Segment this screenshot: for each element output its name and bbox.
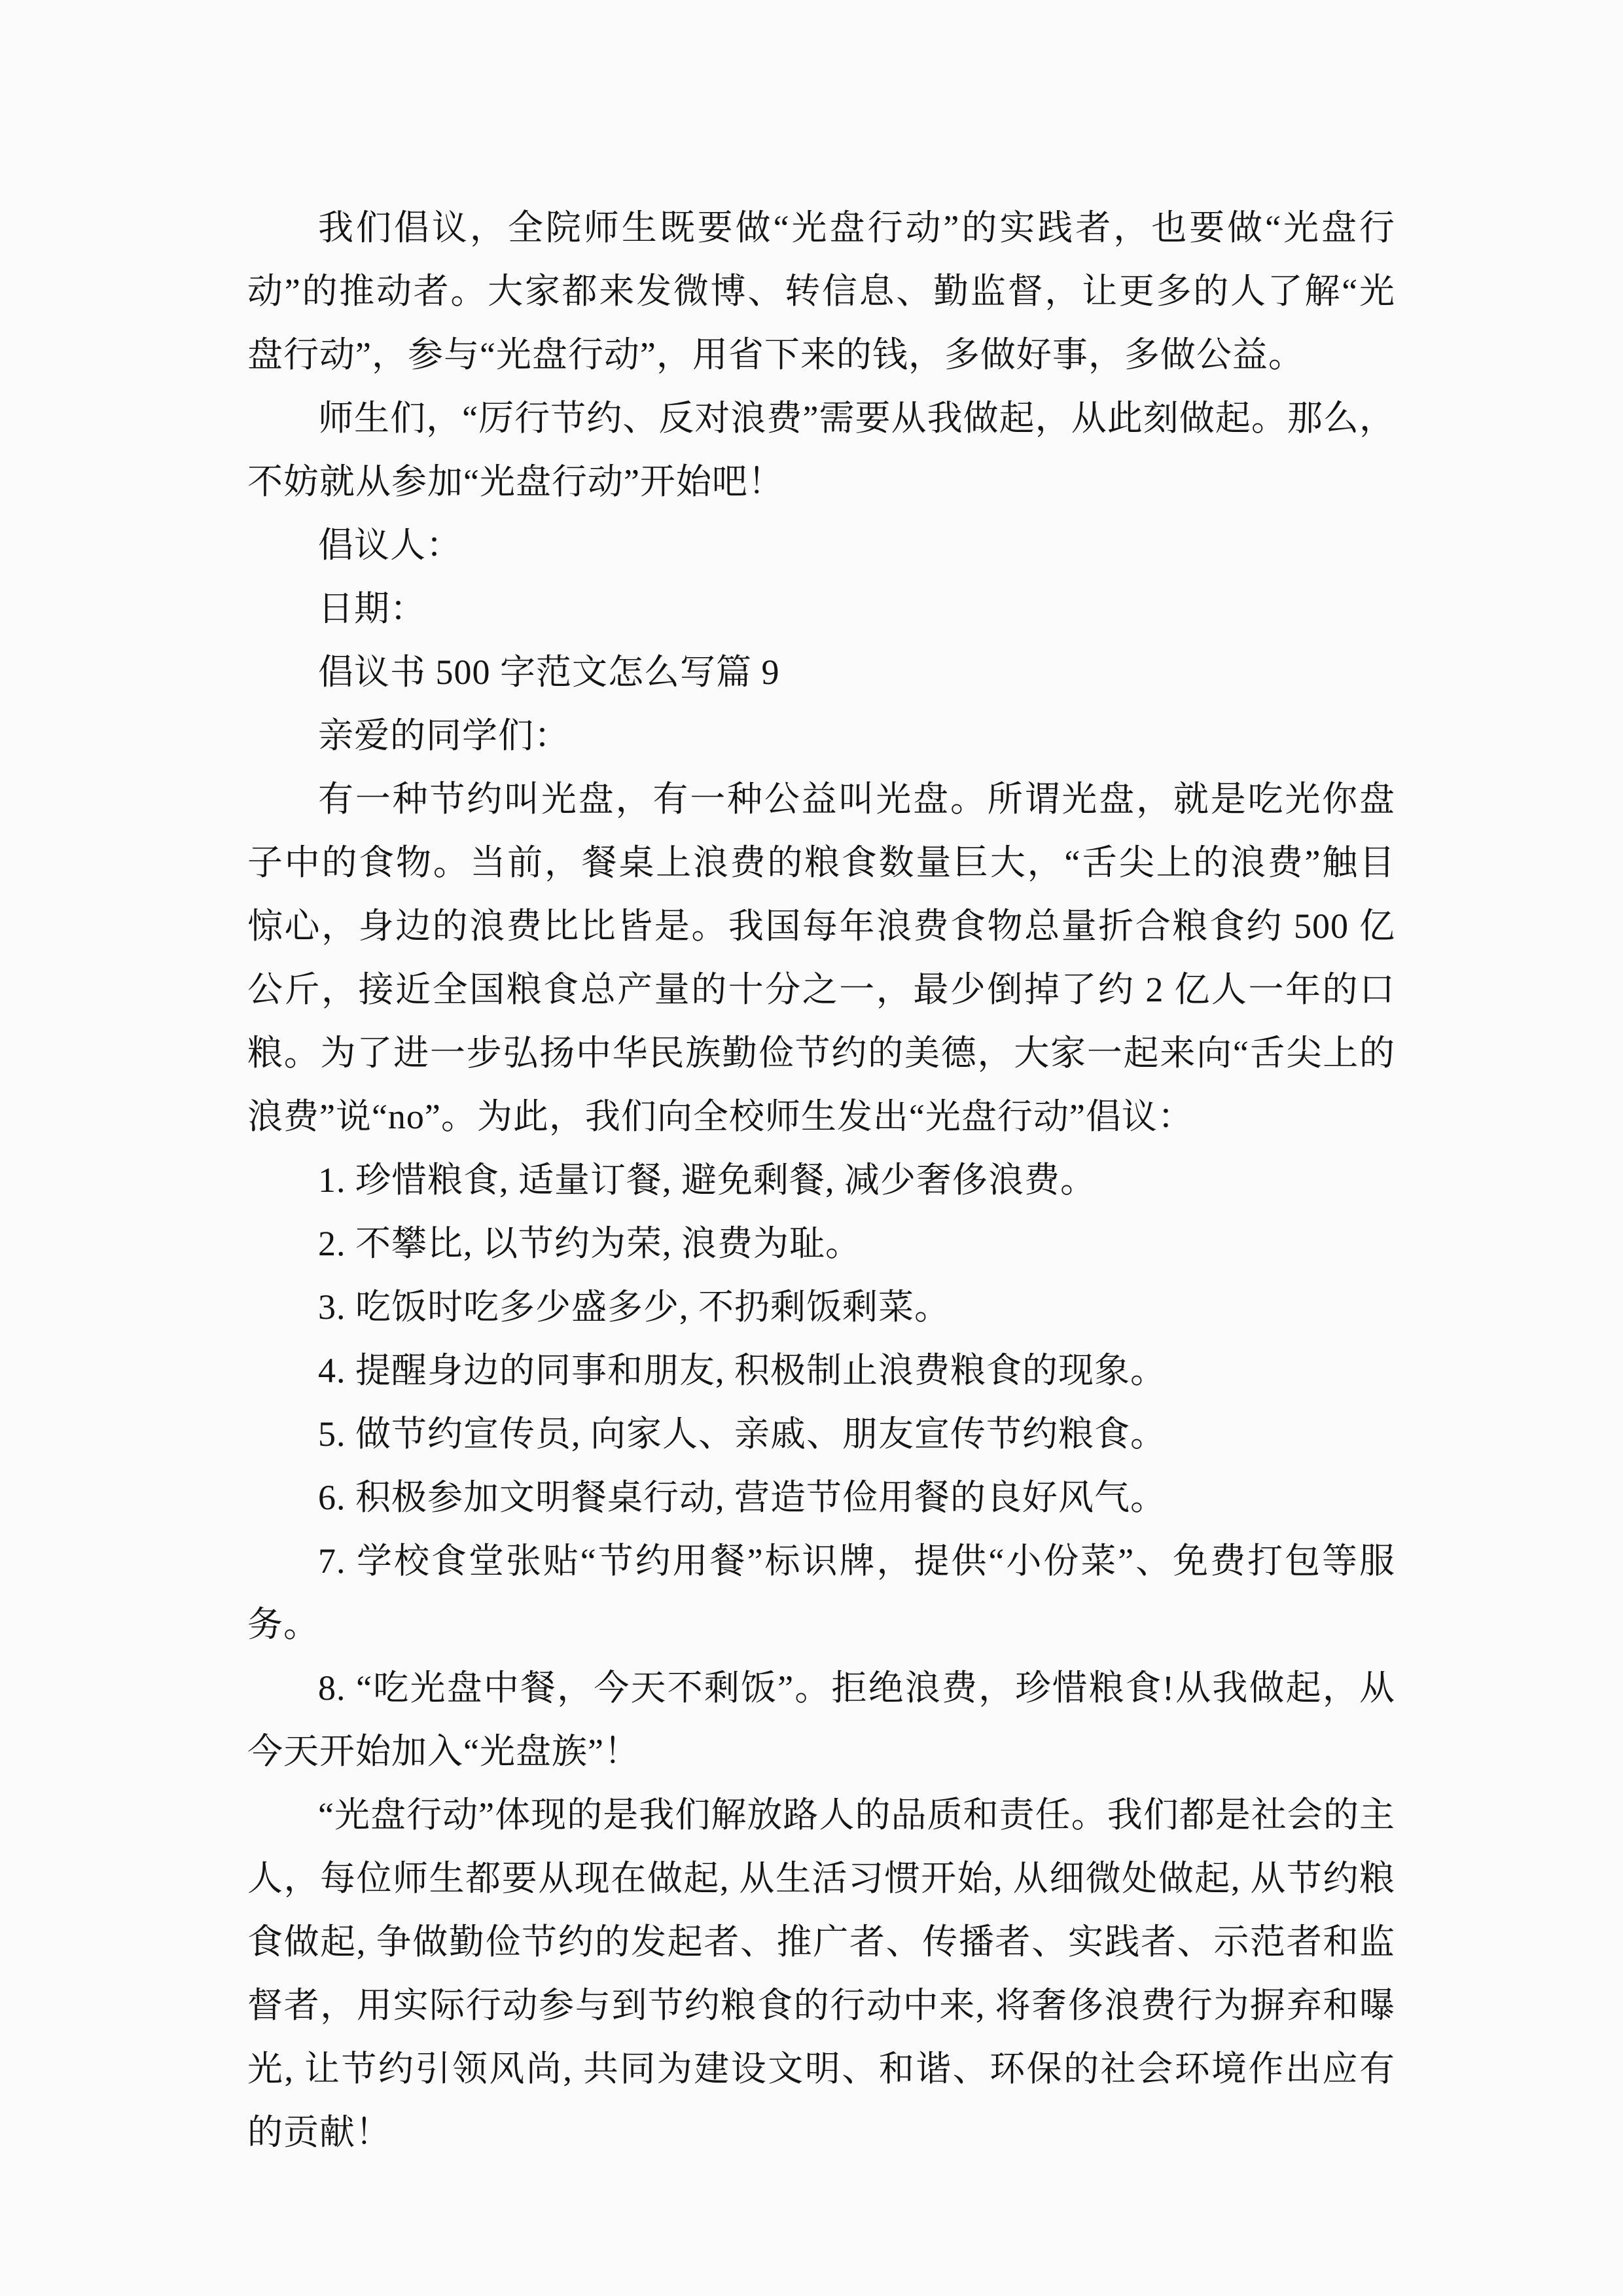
paragraph-closing: “光盘行动”体现的是我们解放路人的品质和责任。我们都是社会的主人，每位师生都要从现在做起, 从生活习惯开始, 从细微处做起, 从节约粮食做起, 争做勤俭节约的发起者、推广者、传播者、实践者、示范者和监督者，用实际行动参与到节约粮食的行动中来, 将奢侈浪费行为摒弃和曝光, 让节约引领风尚, 共同为建设文明、和谐、环保的社会环境作出应有的贡献！ xyxy=(247,1795,1395,2152)
signature-proposer-label: 倡议人： xyxy=(318,526,462,565)
section-title-part9: 倡议书 500 字范文怎么写篇 9 xyxy=(318,653,780,692)
document-text-block xyxy=(247,196,1395,2164)
list-item-4: 4. 提醒身边的同事和朋友, 积极制止浪费粮食的现象。 xyxy=(318,1351,1166,1390)
paragraph-petition-roles: 我们倡议，全院师生既要做“光盘行动”的实践者，也要做“光盘行动”的推动者。大家都来发微博、转信息、勤监督，让更多的人了解“光盘行动”，参与“光盘行动”，用省下来的钱，多做好事，多做公益。 xyxy=(247,208,1395,374)
paragraph-intro-food-waste: 有一种节约叫光盘，有一种公益叫光盘。所谓光盘，就是吃光你盘子中的食物。当前，餐桌上浪费的粮食数量巨大，“舌尖上的浪费”触目惊心，身边的浪费比比皆是。我国每年浪费食物总量折合粮食约 500 亿公斤，接近全国粮食总产量的十分之一，最少倒掉了约 2 亿人一年的口粮。为了进一步弘扬中华民族勤俭节约的美德，大家一起来向“舌尖上的浪费”说“no”。为此，我们向全校师生发出“光盘行动”倡议： xyxy=(247,780,1395,1136)
list-item-8: 8. “吃光盘中餐，今天不剩饭”。拒绝浪费，珍惜粮食!从我做起，从今天开始加入“光盘族”！ xyxy=(247,1668,1395,1771)
signature-date-label: 日期： xyxy=(318,589,426,628)
list-item-6: 6. 积极参加文明餐桌行动, 营造节俭用餐的良好风气。 xyxy=(318,1478,1166,1517)
list-item-5: 5. 做节约宣传员, 向家人、亲戚、朋友宣传节约粮食。 xyxy=(318,1414,1166,1454)
list-item-7: 7. 学校食堂张贴“节约用餐”标识牌，提供“小份菜”、免费打包等服务。 xyxy=(247,1541,1395,1644)
list-item-3: 3. 吃饭时吃多少盛多少, 不扔剩饭剩菜。 xyxy=(318,1287,950,1327)
list-item-1: 1. 珍惜粮食, 适量订餐, 避免剩餐, 减少奢侈浪费。 xyxy=(318,1160,1096,1200)
salutation-dear-students: 亲爱的同学们： xyxy=(318,716,570,755)
paragraph-call-to-start: 师生们，“厉行节约、反对浪费”需要从我做起，从此刻做起。那么，不妨就从参加“光盘行动”开始吧！ xyxy=(247,399,1395,501)
list-item-2: 2. 不攀比, 以节约为荣, 浪费为耻。 xyxy=(318,1224,861,1263)
